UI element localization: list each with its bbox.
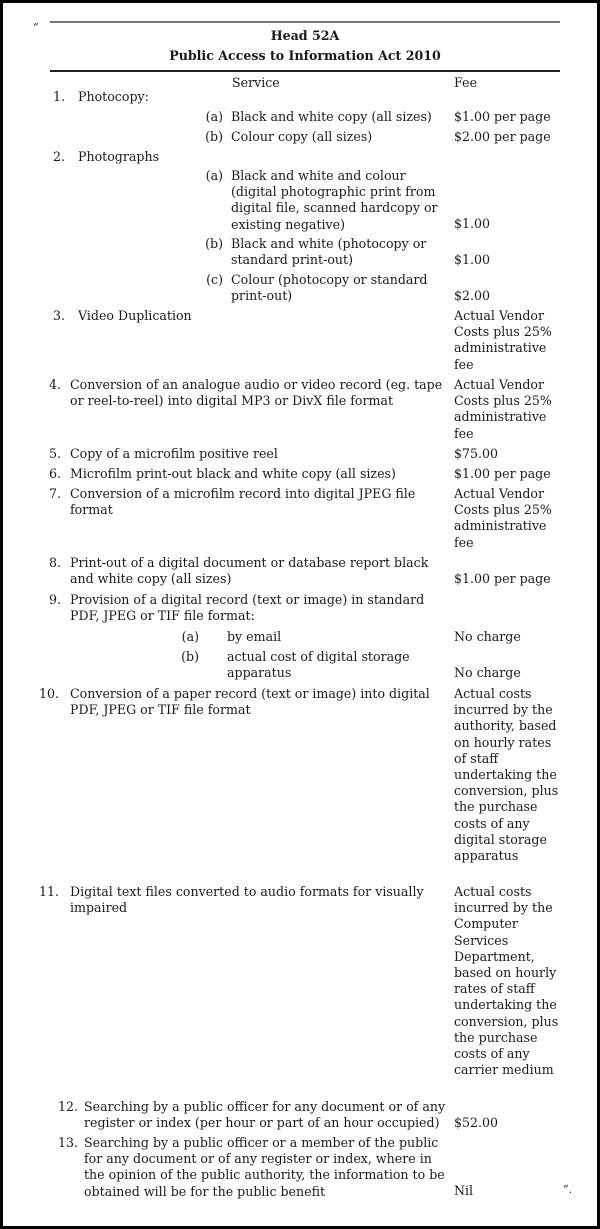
item-service: Copy of a microfilm positive reel bbox=[70, 446, 278, 461]
item-service: Video Duplication bbox=[78, 308, 192, 323]
document-page bbox=[3, 3, 597, 1226]
opening-quote: “ bbox=[33, 21, 39, 34]
item-number: 9. bbox=[48, 592, 61, 607]
subitem-fee: $1.00 per page bbox=[454, 109, 551, 124]
subitem-label: (b) bbox=[205, 236, 223, 251]
item-fee: $52.00 bbox=[454, 1115, 499, 1130]
item-number: 4. bbox=[48, 377, 61, 392]
subitem-fee: No charge bbox=[454, 629, 521, 644]
item-service: Microfilm print-out black and white copy (all sizes) bbox=[70, 466, 396, 481]
item-service: Photocopy: bbox=[78, 89, 149, 104]
item-fee: $75.00 bbox=[454, 446, 499, 461]
item-fee: Actual Vendor Costs plus 25% administrative fee bbox=[454, 486, 552, 550]
head-number: Head 52A bbox=[270, 28, 340, 43]
item-service: Searching by a public officer for any document or of any register or index (per hour or part of an hour occupied) bbox=[84, 1099, 446, 1131]
subitem-label: (b) bbox=[181, 649, 199, 664]
subitem-service: Black and white (photocopy or standard print-out) bbox=[231, 236, 427, 268]
subitem-service: Black and white and colour (digital photographic print from digital file, scanned hardcopy or existing negative) bbox=[231, 168, 438, 232]
item-fee: Actual costs incurred by the authority, based on hourly rates of staff undertaking the conversion, plus the purchase costs of any digital storage apparatus bbox=[454, 686, 559, 864]
item-service: Conversion of an analogue audio or video record (eg. tape or reel-to-reel) into digital MP3 or DivX file format bbox=[70, 377, 443, 409]
item-service: Photographs bbox=[78, 149, 160, 164]
subitem-fee: $1.00 bbox=[454, 216, 491, 231]
item-fee: $1.00 per page bbox=[454, 466, 551, 481]
subitem-service: by email bbox=[227, 629, 282, 644]
column-header-service: Service bbox=[232, 75, 280, 90]
subitem-label: (c) bbox=[206, 272, 223, 287]
subitem-fee: $1.00 bbox=[454, 252, 491, 267]
item-number: 10. bbox=[39, 686, 60, 701]
item-fee: Actual costs incurred by the Computer Services Department, based on hourly rates of staff undertaking the conversion, plus the purchase costs of any carrier medium bbox=[454, 884, 559, 1078]
subitem-fee: $2.00 bbox=[454, 288, 491, 303]
item-number: 12. bbox=[58, 1099, 79, 1114]
item-number: 13. bbox=[58, 1135, 79, 1150]
item-number: 8. bbox=[48, 555, 61, 570]
item-fee: Actual Vendor Costs plus 25% administrative fee bbox=[454, 377, 552, 441]
item-number: 11. bbox=[39, 884, 60, 899]
item-number: 5. bbox=[48, 446, 61, 461]
item-service: Provision of a digital record (text or image) in standard PDF, JPEG or TIF file format: bbox=[70, 592, 425, 624]
subitem-label: (b) bbox=[205, 129, 223, 144]
item-fee: $1.00 per page bbox=[454, 571, 551, 586]
item-service: Conversion of a paper record (text or image) into digital PDF, JPEG or TIF file format bbox=[70, 686, 430, 718]
subitem-service: Colour (photocopy or standard print-out) bbox=[231, 272, 428, 304]
item-number: 6. bbox=[48, 466, 61, 481]
subitem-label: (a) bbox=[205, 109, 223, 124]
subitem-label: (a) bbox=[205, 168, 223, 183]
item-service: Print-out of a digital document or database report black and white copy (all sizes) bbox=[70, 555, 429, 587]
act-title: Public Access to Information Act 2010 bbox=[169, 48, 441, 63]
subitem-fee: $2.00 per page bbox=[454, 129, 551, 144]
item-fee: Nil bbox=[454, 1183, 474, 1198]
top-rule bbox=[50, 21, 560, 23]
column-header-fee: Fee bbox=[454, 75, 477, 90]
item-service: Conversion of a microfilm record into digital JPEG file format bbox=[70, 486, 416, 518]
item-fee: Actual Vendor Costs plus 25% administrative fee bbox=[454, 308, 552, 372]
subitem-service: Black and white copy (all sizes) bbox=[231, 109, 432, 124]
item-number: 2. bbox=[52, 149, 65, 164]
subitem-label: (a) bbox=[181, 629, 199, 644]
item-number: 1. bbox=[52, 89, 65, 104]
item-service: Searching by a public officer or a member of the public for any document or of any register or index, where in the opinion of the public authority, the information to be obtained will be for the public benefit bbox=[84, 1135, 445, 1199]
item-number: 7. bbox=[48, 486, 61, 501]
subitem-service: Colour copy (all sizes) bbox=[231, 129, 373, 144]
item-service: Digital text files converted to audio formats for visually impaired bbox=[70, 884, 424, 916]
item-number: 3. bbox=[52, 308, 65, 323]
header-rule bbox=[50, 70, 560, 72]
subitem-fee: No charge bbox=[454, 665, 521, 680]
subitem-service: actual cost of digital storage apparatus bbox=[227, 649, 410, 681]
closing-quote: ”. bbox=[563, 1183, 573, 1196]
